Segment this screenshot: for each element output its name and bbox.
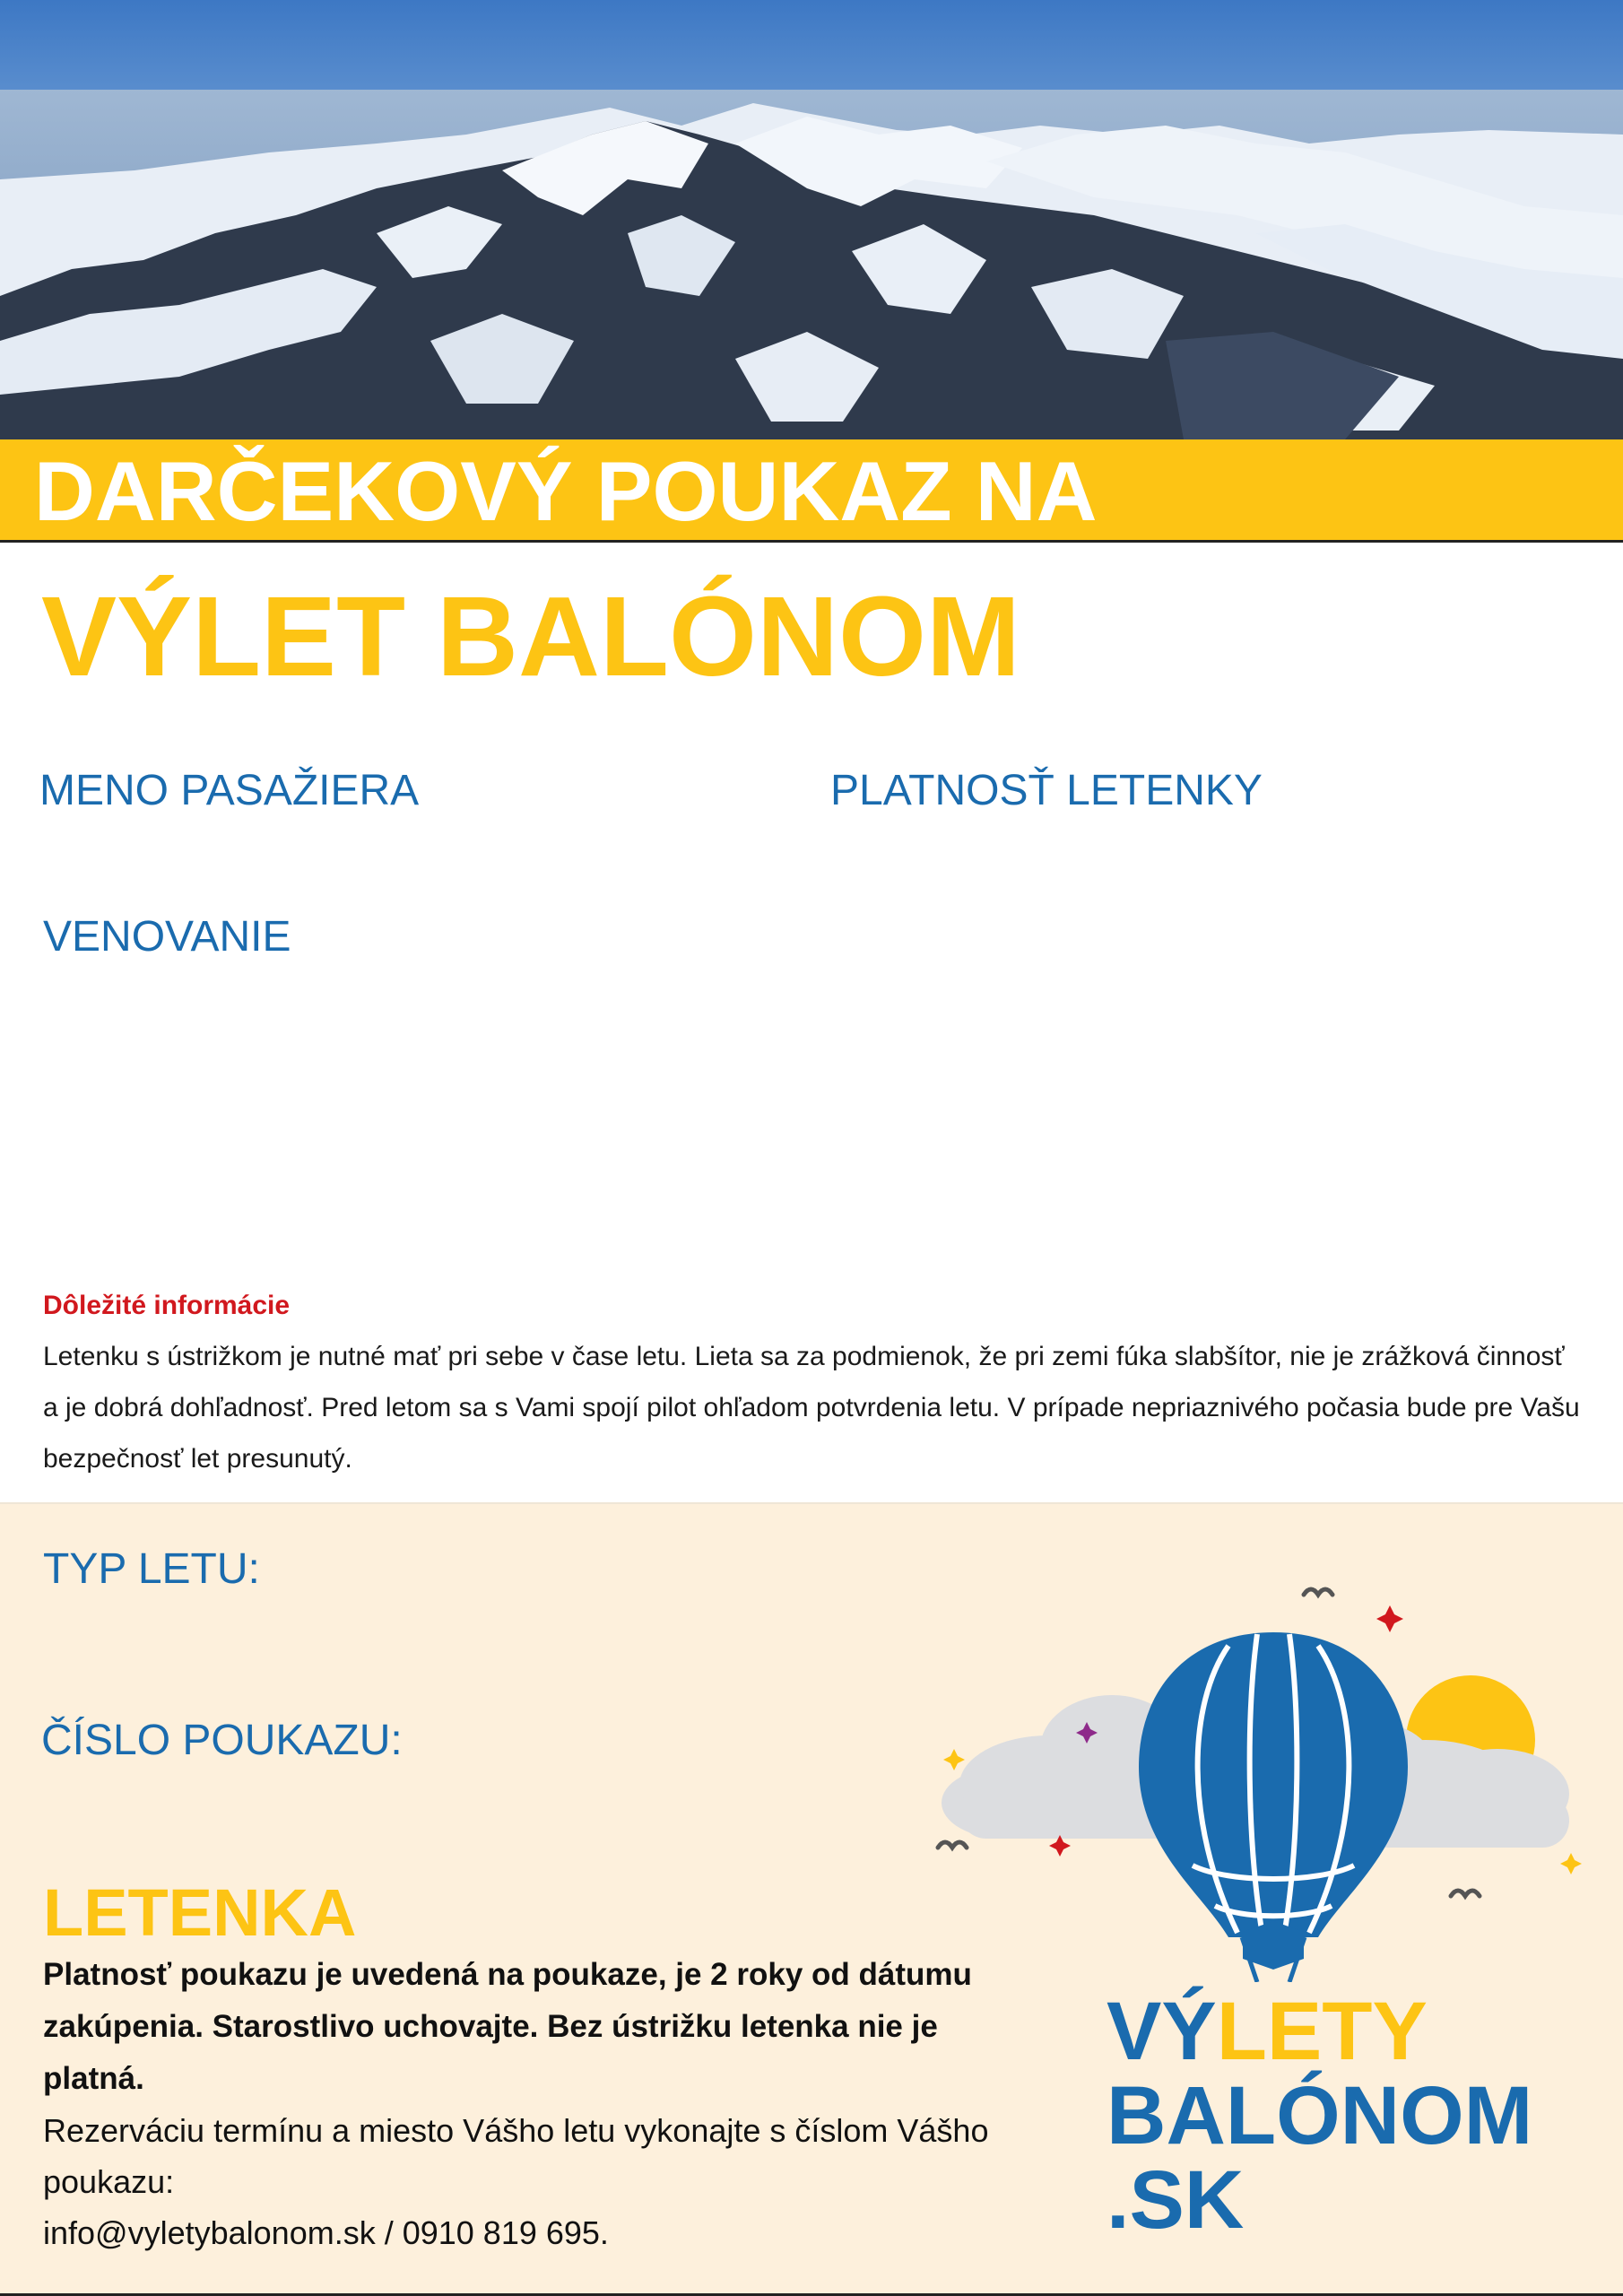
vylety-balonom-logo bbox=[1107, 1986, 1533, 2246]
dedication-label: VENOVANIE bbox=[43, 913, 291, 961]
logo-part-lety: LETY bbox=[1216, 1986, 1428, 2077]
important-info-heading: Dôležité informácie bbox=[43, 1291, 291, 1320]
voucher-number-label: ČÍSLO POUKAZU: bbox=[41, 1717, 403, 1764]
ticket-validity-label: PLATNOSŤ LETENKY bbox=[830, 767, 1263, 814]
reservation-note bbox=[43, 2105, 1029, 2258]
flight-type-label: TYP LETU: bbox=[43, 1545, 260, 1593]
ticket-label: LETENKA bbox=[43, 1875, 357, 1950]
ticket-validity-note: Platnosť poukazu je uvedená na poukaze, je 2 roky od dátumu zakúpenia. Starostlivo uchovajte. Bez ústrižku letenka nie je platná. bbox=[43, 1957, 972, 2096]
logo-part-vy: VÝ bbox=[1107, 1986, 1217, 2077]
important-info-text: Letenku s ústrižkom je nutné mať pri sebe v čase letu. Lieta sa za podmienok, že pri zemi fúka slabšítor, nie je zrážková činnosť a je dobrá dohľadnosť. Pred letom sa s Vami spojí pilot ohľadom potvrdenia letu. V prípade nepriaznivého počasia bude pre Vašu bezpečnosť let presunutý. bbox=[43, 1342, 1580, 1474]
logo-line-sk: .SK bbox=[1107, 2154, 1245, 2246]
header-banner bbox=[0, 439, 1623, 543]
passenger-name-label: MENO PASAŽIERA bbox=[39, 767, 420, 814]
reservation-instructions: Rezerváciu termínu a miesto Vášho letu vykonajte s číslom Vášho poukazu: bbox=[43, 2112, 989, 2200]
page-title: VÝLET BALÓNOM bbox=[41, 573, 1020, 700]
banner-title: DARČEKOVÝ POUKAZ NA bbox=[34, 444, 1098, 538]
logo-line-balonom: BALÓNOM bbox=[1107, 2070, 1533, 2161]
hero-mountain-image bbox=[0, 0, 1623, 439]
contact-info: info@vyletybalonom.sk / 0910 819 695. bbox=[43, 2214, 609, 2251]
balloon-basket-icon bbox=[1237, 1919, 1309, 1973]
